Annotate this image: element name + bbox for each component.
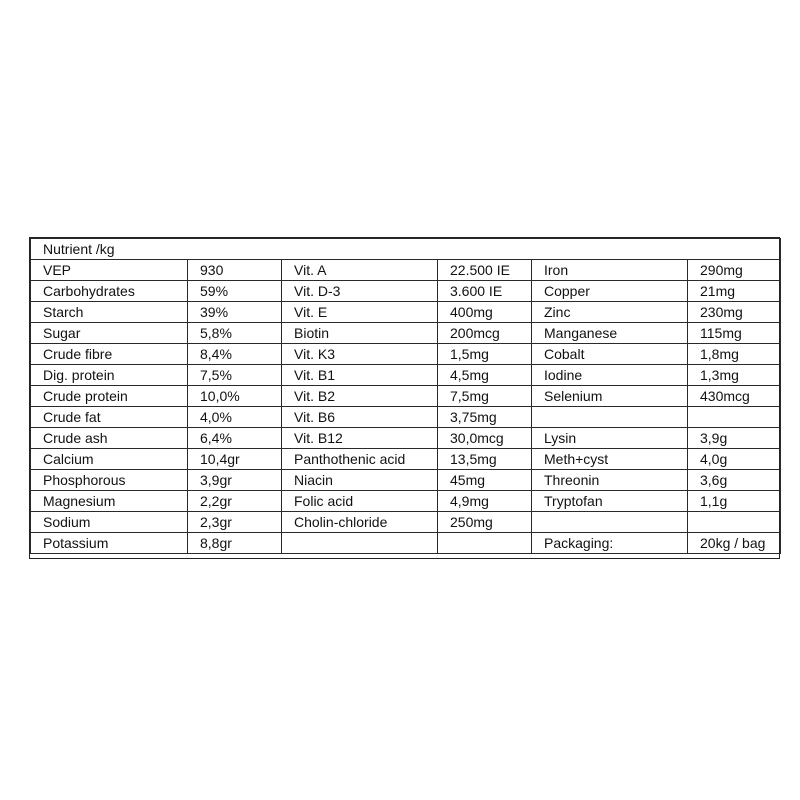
table-body: [31, 239, 781, 554]
mineral-name-cell: Copper: [532, 281, 688, 302]
table-row: [31, 533, 781, 554]
vitamin-name-cell: Vit. B1: [282, 365, 438, 386]
mineral-name-cell: Manganese: [532, 323, 688, 344]
mineral-name-cell: Threonin: [532, 470, 688, 491]
nutrient-name-cell: Crude fat: [31, 407, 188, 428]
vitamin-value-cell: 22.500 IE: [438, 260, 532, 281]
vitamin-value-cell: [438, 533, 532, 554]
table-row: [31, 407, 781, 428]
mineral-name-cell: [532, 407, 688, 428]
vitamin-name-cell: Vit. K3: [282, 344, 438, 365]
nutrient-value-cell: 39%: [188, 302, 282, 323]
nutrient-name-cell: Crude fibre: [31, 344, 188, 365]
nutrient-value-cell: 930: [188, 260, 282, 281]
nutrient-name-cell: Calcium: [31, 449, 188, 470]
vitamin-name-cell: Vit. D-3: [282, 281, 438, 302]
nutrient-value-cell: 4,0%: [188, 407, 282, 428]
vitamin-name-cell: Vit. E: [282, 302, 438, 323]
table-row: [31, 281, 781, 302]
nutrient-value-cell: 2,3gr: [188, 512, 282, 533]
nutrient-value-cell: 10,0%: [188, 386, 282, 407]
mineral-value-cell: 4,0g: [688, 449, 781, 470]
mineral-name-cell: Selenium: [532, 386, 688, 407]
table-row: [31, 260, 781, 281]
mineral-name-cell: Packaging:: [532, 533, 688, 554]
mineral-value-cell: [688, 407, 781, 428]
nutrient-name-cell: Dig. protein: [31, 365, 188, 386]
vitamin-value-cell: 13,5mg: [438, 449, 532, 470]
nutrient-name-cell: VEP: [31, 260, 188, 281]
mineral-value-cell: 1,1g: [688, 491, 781, 512]
mineral-name-cell: Tryptofan: [532, 491, 688, 512]
vitamin-name-cell: Vit. A: [282, 260, 438, 281]
nutrient-name-cell: Phosphorous: [31, 470, 188, 491]
vitamin-name-cell: Biotin: [282, 323, 438, 344]
nutrient-name-cell: Carbohydrates: [31, 281, 188, 302]
nutrient-name-cell: Crude protein: [31, 386, 188, 407]
mineral-value-cell: 290mg: [688, 260, 781, 281]
vitamin-value-cell: 3,75mg: [438, 407, 532, 428]
nutrient-name-cell: Starch: [31, 302, 188, 323]
nutrient-value-cell: 2,2gr: [188, 491, 282, 512]
mineral-value-cell: [688, 512, 781, 533]
vitamin-value-cell: 1,5mg: [438, 344, 532, 365]
mineral-name-cell: [532, 512, 688, 533]
mineral-name-cell: Lysin: [532, 428, 688, 449]
vitamin-name-cell: Cholin-chloride: [282, 512, 438, 533]
mineral-value-cell: 430mcg: [688, 386, 781, 407]
mineral-name-cell: Iron: [532, 260, 688, 281]
nutrient-value-cell: 8,4%: [188, 344, 282, 365]
vitamin-name-cell: Vit. B2: [282, 386, 438, 407]
vitamin-name-cell: Niacin: [282, 470, 438, 491]
vitamin-value-cell: 45mg: [438, 470, 532, 491]
vitamin-value-cell: 7,5mg: [438, 386, 532, 407]
mineral-name-cell: Iodine: [532, 365, 688, 386]
vitamin-value-cell: 30,0mcg: [438, 428, 532, 449]
vitamin-name-cell: Vit. B6: [282, 407, 438, 428]
mineral-value-cell: 1,3mg: [688, 365, 781, 386]
mineral-value-cell: 20kg / bag: [688, 533, 781, 554]
vitamin-value-cell: 400mg: [438, 302, 532, 323]
nutrient-name-cell: Potassium: [31, 533, 188, 554]
nutrient-value-cell: 10,4gr: [188, 449, 282, 470]
vitamin-value-cell: 3.600 IE: [438, 281, 532, 302]
vitamin-value-cell: 4,5mg: [438, 365, 532, 386]
table-row: [31, 428, 781, 449]
vitamin-value-cell: 200mcg: [438, 323, 532, 344]
mineral-value-cell: 3,6g: [688, 470, 781, 491]
table-header-row: [31, 239, 781, 260]
vitamin-name-cell: Panthothenic acid: [282, 449, 438, 470]
mineral-value-cell: 21mg: [688, 281, 781, 302]
table-row: [31, 302, 781, 323]
vitamin-name-cell: Vit. B12: [282, 428, 438, 449]
table-row: [31, 491, 781, 512]
nutrient-value-cell: 6,4%: [188, 428, 282, 449]
nutrient-value-cell: 7,5%: [188, 365, 282, 386]
mineral-name-cell: Meth+cyst: [532, 449, 688, 470]
table-row: [31, 449, 781, 470]
mineral-value-cell: 3,9g: [688, 428, 781, 449]
nutrient-value-cell: 8,8gr: [188, 533, 282, 554]
nutrient-name-cell: Sodium: [31, 512, 188, 533]
vitamin-value-cell: 250mg: [438, 512, 532, 533]
table-row: [31, 386, 781, 407]
nutrient-value-cell: 3,9gr: [188, 470, 282, 491]
table-row: [31, 323, 781, 344]
table-row: [31, 344, 781, 365]
vitamin-name-cell: Folic acid: [282, 491, 438, 512]
nutrient-name-cell: Crude ash: [31, 428, 188, 449]
table-row: [31, 365, 781, 386]
nutrient-value-cell: 5,8%: [188, 323, 282, 344]
mineral-name-cell: Cobalt: [532, 344, 688, 365]
nutrient-name-cell: Magnesium: [31, 491, 188, 512]
table-header: Nutrient /kg: [31, 239, 781, 260]
nutrient-value-cell: 59%: [188, 281, 282, 302]
nutrient-name-cell: Sugar: [31, 323, 188, 344]
table-row: [31, 512, 781, 533]
mineral-value-cell: 230mg: [688, 302, 781, 323]
nutrient-table: [30, 238, 781, 554]
mineral-value-cell: 115mg: [688, 323, 781, 344]
mineral-value-cell: 1,8mg: [688, 344, 781, 365]
mineral-name-cell: Zinc: [532, 302, 688, 323]
vitamin-value-cell: 4,9mg: [438, 491, 532, 512]
vitamin-name-cell: [282, 533, 438, 554]
table-row: [31, 470, 781, 491]
